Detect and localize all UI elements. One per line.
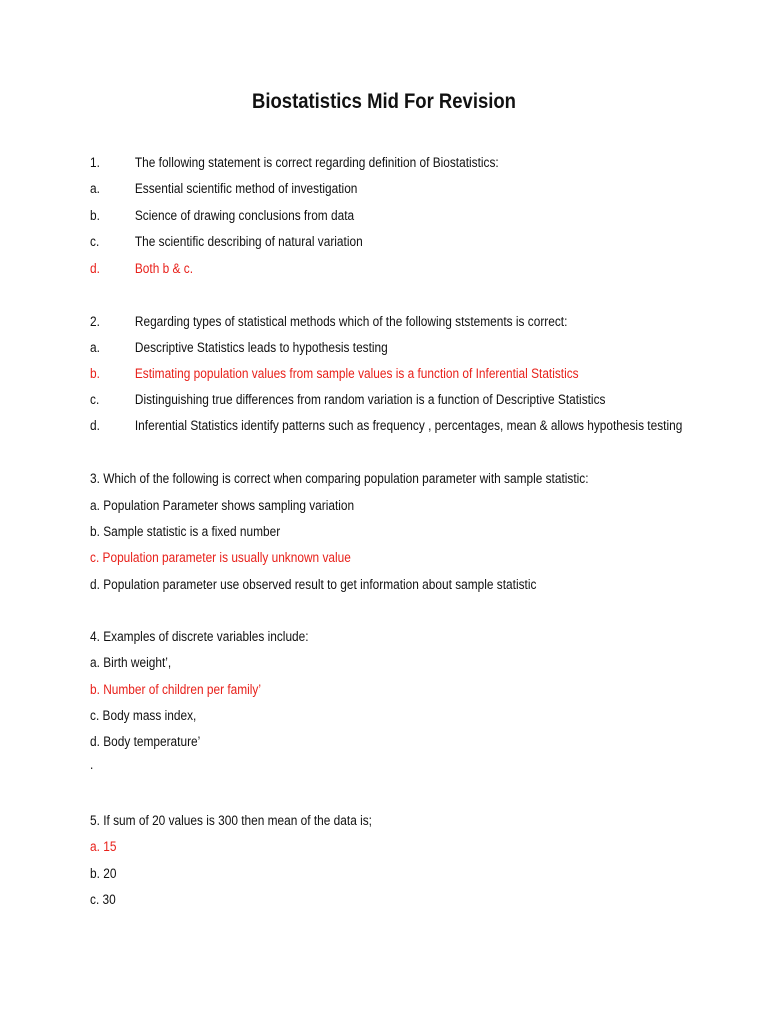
option-2c xyxy=(90,392,605,408)
option-letter: d. xyxy=(90,261,100,276)
option-1c xyxy=(90,234,363,250)
question-number: 2. xyxy=(90,314,100,329)
option-letter: a. xyxy=(90,340,100,355)
option-text: Distinguishing true differences from random variation is a function of Descriptive Statistics xyxy=(134,392,606,407)
option-2a xyxy=(90,340,388,356)
option-1a xyxy=(90,181,357,197)
option-letter: c. xyxy=(90,234,100,249)
option-5b: b. 20 xyxy=(90,866,117,881)
option-3d: d. Population parameter use observed result to get information about sample statistic xyxy=(90,577,537,592)
question-text: The following statement is correct regarding definition of Biostatistics: xyxy=(134,155,499,170)
option-3c-answer: c. Population parameter is usually unknown value xyxy=(90,550,351,565)
option-text: The scientific describing of natural variation xyxy=(134,234,363,249)
question-4: 4. Examples of discrete variables include: xyxy=(90,629,309,644)
question-number: 1. xyxy=(90,155,100,170)
option-text: Essential scientific method of investigation xyxy=(134,181,358,196)
option-letter: a. xyxy=(90,181,100,196)
stray-period: . xyxy=(90,757,94,772)
option-text: Both b & c. xyxy=(134,261,194,276)
option-4d: d. Body temperature’ xyxy=(90,734,201,749)
option-1b xyxy=(90,208,354,224)
option-letter: d. xyxy=(90,418,100,433)
option-5a-answer: a. 15 xyxy=(90,839,117,854)
option-1d-answer xyxy=(90,261,193,277)
option-text: Estimating population values from sample values is a function of Inferential Statistics xyxy=(134,366,579,381)
option-3a: a. Population Parameter shows sampling variation xyxy=(90,498,355,513)
option-2b-answer xyxy=(90,366,579,382)
option-text: Inferential Statistics identify patterns such as frequency , percentages, mean & allows hypothesis testing xyxy=(134,418,683,433)
option-3b: b. Sample statistic is a fixed number xyxy=(90,524,281,539)
option-text: Science of drawing conclusions from data xyxy=(134,208,355,223)
question-1 xyxy=(90,155,499,171)
question-text: Regarding types of statistical methods which of the following ststements is correct: xyxy=(134,314,568,329)
option-2d xyxy=(90,418,682,434)
option-letter: b. xyxy=(90,208,100,223)
option-letter: c. xyxy=(90,392,100,407)
question-3: 3. Which of the following is correct when comparing population parameter with sample statistic: xyxy=(90,471,589,486)
option-letter: b. xyxy=(90,366,100,381)
option-4b-answer: b. Number of children per family’ xyxy=(90,682,262,697)
option-5c: c. 30 xyxy=(90,892,116,907)
document-title: Biostatistics Mid For Revision xyxy=(252,90,516,113)
option-4a: a. Birth weight’, xyxy=(90,655,172,670)
question-2 xyxy=(90,314,567,330)
option-4c: c. Body mass index, xyxy=(90,708,197,723)
question-5: 5. If sum of 20 values is 300 then mean of the data is; xyxy=(90,813,372,828)
option-text: Descriptive Statistics leads to hypothesis testing xyxy=(134,340,388,355)
